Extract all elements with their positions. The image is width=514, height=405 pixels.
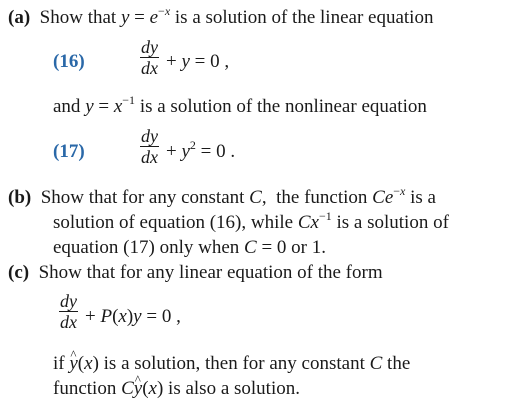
part-c-label: (c) (8, 262, 30, 283)
equation-16-number: (16) (53, 51, 85, 72)
part-c-equation-rest: + P(x)y = 0 , (85, 306, 181, 327)
part-a-and-tail: is a solution of the nonlinear equation (139, 96, 427, 117)
part-c-line2-c: the (387, 353, 411, 374)
part-b-line1-b: the function (276, 187, 368, 208)
part-b-line2-b: is a solution of (336, 212, 449, 233)
equation-17-rest: + $y^2 = 0$ . (166, 138, 236, 162)
part-b-line3-a: equation (17) only when (53, 237, 240, 258)
part-b-line3-b: 0 or 1. (276, 237, 326, 258)
part-b-line1: (b) Show that for any constant C, the function $Ce^{-x}$ is a (8, 184, 436, 208)
part-b-label: (b) (8, 187, 32, 208)
part-c-line3-b: is also a solution. (168, 378, 300, 399)
part-a-and: and (53, 96, 81, 117)
part-a-intro-tail: is a solution of the linear equation (174, 7, 434, 28)
part-b-line1-c: is a (410, 187, 436, 208)
part-c-line2: if ^ y(x) is a solution, then for any constant C the (53, 353, 410, 375)
equation-17-number: (17) (53, 141, 85, 162)
part-b-line2-a: solution of equation (16), while (53, 212, 294, 233)
part-b-line2: solution of equation (16), while $Cx^{-1}$ is a solution of (53, 209, 449, 233)
part-c-line1 (8, 262, 383, 284)
part-c-line3-a: function (53, 378, 117, 399)
equation-16-rest: + y = 0 , (166, 51, 230, 72)
part-c-line1-text: Show that for any linear equation of the form (38, 262, 383, 283)
part-c-line2-b: is a solution, then for any constant (103, 353, 365, 374)
part-c-line3: function C^ y(x) is also a solution. (53, 378, 300, 400)
part-b-line1-a: Show that for any constant (40, 187, 245, 208)
part-a-line2: and $y = x^{-1}$ is a solution of the nonlinear equation (53, 93, 427, 117)
part-a-intro: Show that (39, 7, 117, 28)
part-a-line1: (a) Show that $y = e^{-x}$ is a solution of the linear equation (8, 4, 434, 28)
part-c-equation-fraction: dy dx (60, 291, 77, 332)
part-a-label: (a) (8, 7, 31, 28)
part-c-line2-a: if (53, 353, 65, 374)
part-b-line3: equation (17) only when C = 0 or 1. (53, 237, 326, 258)
equation-16-fraction: dy dx (141, 37, 158, 78)
equation-17-fraction: dy dx (141, 126, 158, 167)
